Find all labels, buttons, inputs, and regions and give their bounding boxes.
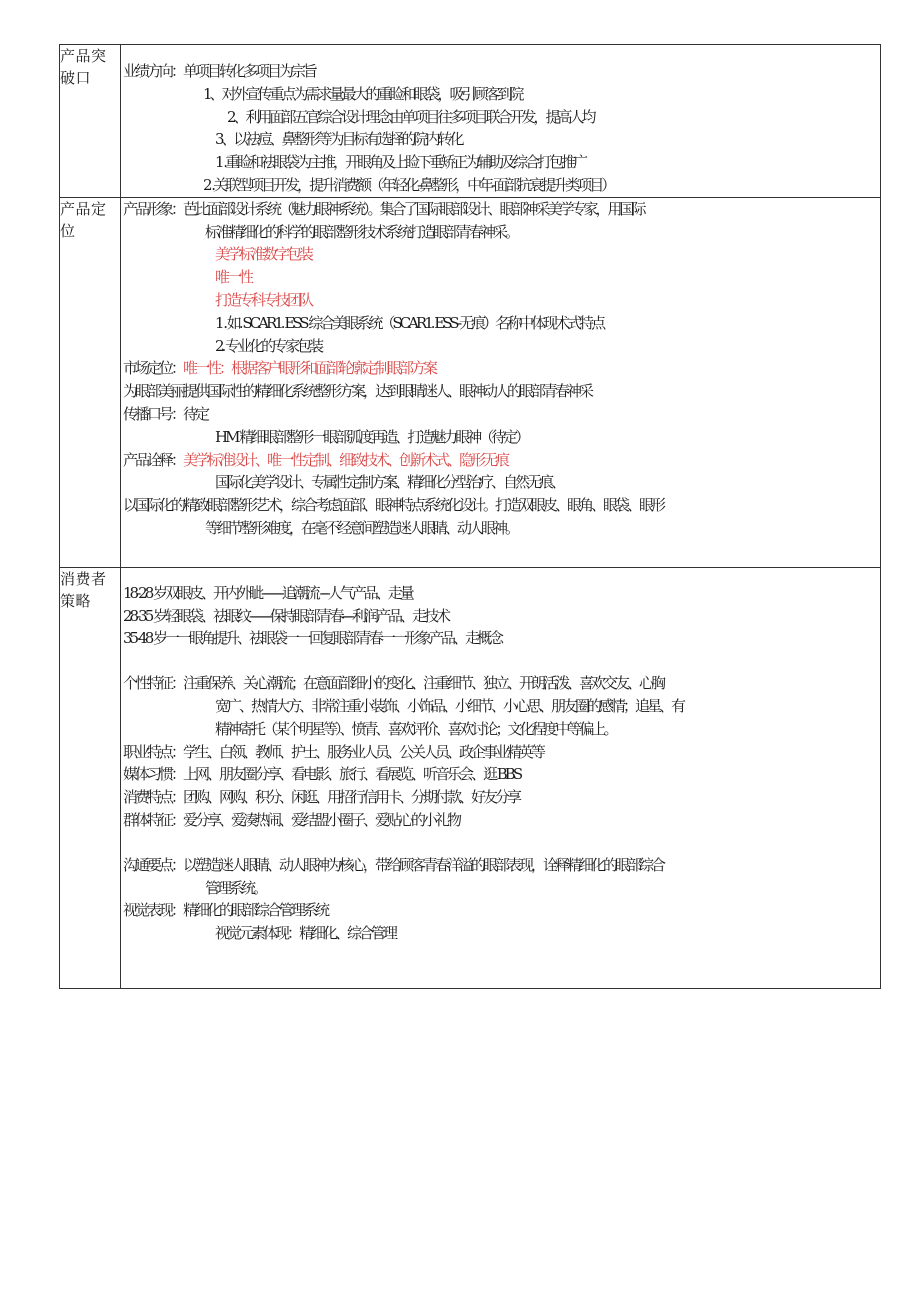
text-line: 产品形象：芭比面部设计系统（魅力眼神系统）。集合了国际眼部设计、眼部神采美学专家，用国际 (123, 199, 644, 218)
text-line: 职业特点：学生、白领、教师、护士、服务业人员、公关人员、政企事业精英等 (123, 742, 544, 761)
text-line: 28-35 岁轻眼袋、祛眼纹----------保持眼部青春-----利润产品、走技术 (123, 606, 449, 625)
text-line: 管理系统。 (205, 878, 266, 897)
text-line: 2 .关联型项目开发，提升消费额（年轻化-鼻整形，中年-面部抗衰提升类项目） (203, 175, 614, 194)
text-line: 消费特点：团购、网购、积分、闲逛、用招行信用卡、分期付款、好友分享 (123, 788, 520, 807)
table-row (60, 45, 881, 198)
spacer (121, 650, 880, 672)
field-label: 产品诠释： (123, 450, 184, 469)
text-line: 1、对外宣传重点为需求量最大的重睑和眼袋，吸引顾客到院 (203, 84, 522, 103)
text-line (121, 357, 880, 380)
text-line: 视觉元素体现：精细化、综合管理 (215, 924, 396, 943)
text-line: 2. 专业化的专家包装 (215, 336, 322, 355)
text-line: 为眼部美丽提供国际性的精细化系统整形方案，达到眼睛迷人、眼神动人的眼部青春神采 (123, 382, 592, 401)
text-line: 个性特征：注重保养、关心潮流；在意面部细小的变化、注重细节、独立、开朗活泼、喜欢交友、心胸 (123, 674, 664, 693)
spacer (121, 832, 880, 854)
row-content (121, 197, 881, 567)
text-line: 美学标准数字包装 (215, 245, 312, 264)
text-line: 群体特征：爱分享、爱凑热闹、爱结盟小圈子、爱贴心的小礼物 (123, 810, 460, 829)
field-value: 美学标准设计、唯一性定制、细致技术、创新术式、隐形无痕 (183, 450, 508, 469)
text-line (121, 449, 880, 472)
text-line: 3、以祛痘、鼻整形等为目标有选择的院内转化 (215, 130, 462, 149)
text-line: 标准精细化的科学的眼部整形技术系统打造眼部青春神采。 (205, 222, 518, 241)
text-line: HM 精细眼部整形一眼部弧度再造、打造魅力眼神（待定） (215, 427, 528, 446)
text-line: 国际化美学设计、专属性定制方案、精细化分型治疗、自然无痕、 (215, 473, 564, 492)
field-value: 唯一性：根据客户眼形和面部轮廓定制眼部方案 (183, 359, 436, 378)
text-line: 宽广、热情大方、非常注重小装饰、小饰品、小细节、小心思、朋友圈的感情；追星、有 (215, 696, 684, 715)
table-row (60, 197, 881, 567)
row-label: 产品定位 (60, 197, 121, 567)
text-line: 精神寄托（某个明星等）、愤青、喜欢评价、喜欢讨论；文化程度中等偏上。 (215, 719, 616, 738)
text-line: 媒体习惯：上网、朋友圈分享、看电影、旅行、看展览、听音乐会、逛 BBS (123, 765, 521, 784)
text-line: 等细节整形难度，在毫不经意间塑造迷人眼睛、动人眼神。 (205, 518, 518, 537)
text-line: 业绩方向：单项目转化多项目为宗旨 (123, 62, 316, 80)
row-label: 消费者策略 (60, 567, 121, 988)
text-line: 2、利用面部五官综合设计理念由单项目往多项目联合开发，提高人均 (227, 107, 594, 126)
row-label: 产品突破口 (60, 45, 121, 198)
text-line: 视觉表现：精细化的眼部综合管理系统 (123, 901, 328, 920)
field-label: 市场定位： (123, 359, 184, 378)
strategy-table (59, 44, 881, 989)
text-line: 传播口号：待定 (123, 404, 208, 423)
text-line: 沟通要点：以塑造迷人眼睛、动人眼神为核心，带给顾客青春洋溢的眼部表现，诠释精细化的眼部综合 (123, 855, 664, 874)
text-line: 1 . 如. SCAR1. ESS 综合美眼系统（SCAR1. ESS-无痕）名称中体现术式特点 (215, 313, 604, 332)
text-line: 打造专科专技团队 (215, 290, 312, 309)
text-line: 唯一性 (215, 268, 252, 287)
table-row (60, 567, 881, 988)
row-content (121, 567, 881, 988)
text-line: 18-28 岁双眼皮、开内外眦----------追潮流 ----人气产品、走量 (123, 583, 412, 602)
row-content (121, 45, 881, 198)
text-line: 以国际化的精致眼部整形艺术，综合考虑面部、眼神特点系统化设计。打造双眼皮、眼角、眼袋、眼形 (123, 496, 664, 515)
text-line: 1 .重睑和祛眼袋为主推，开眼角及上睑下垂矫正为辅助及综合打包推广 (215, 153, 586, 172)
text-line: 35-48 岁一一眼角提升、祛眼袋一一回复眼部青春一一形象产品、走概念 (123, 629, 502, 648)
